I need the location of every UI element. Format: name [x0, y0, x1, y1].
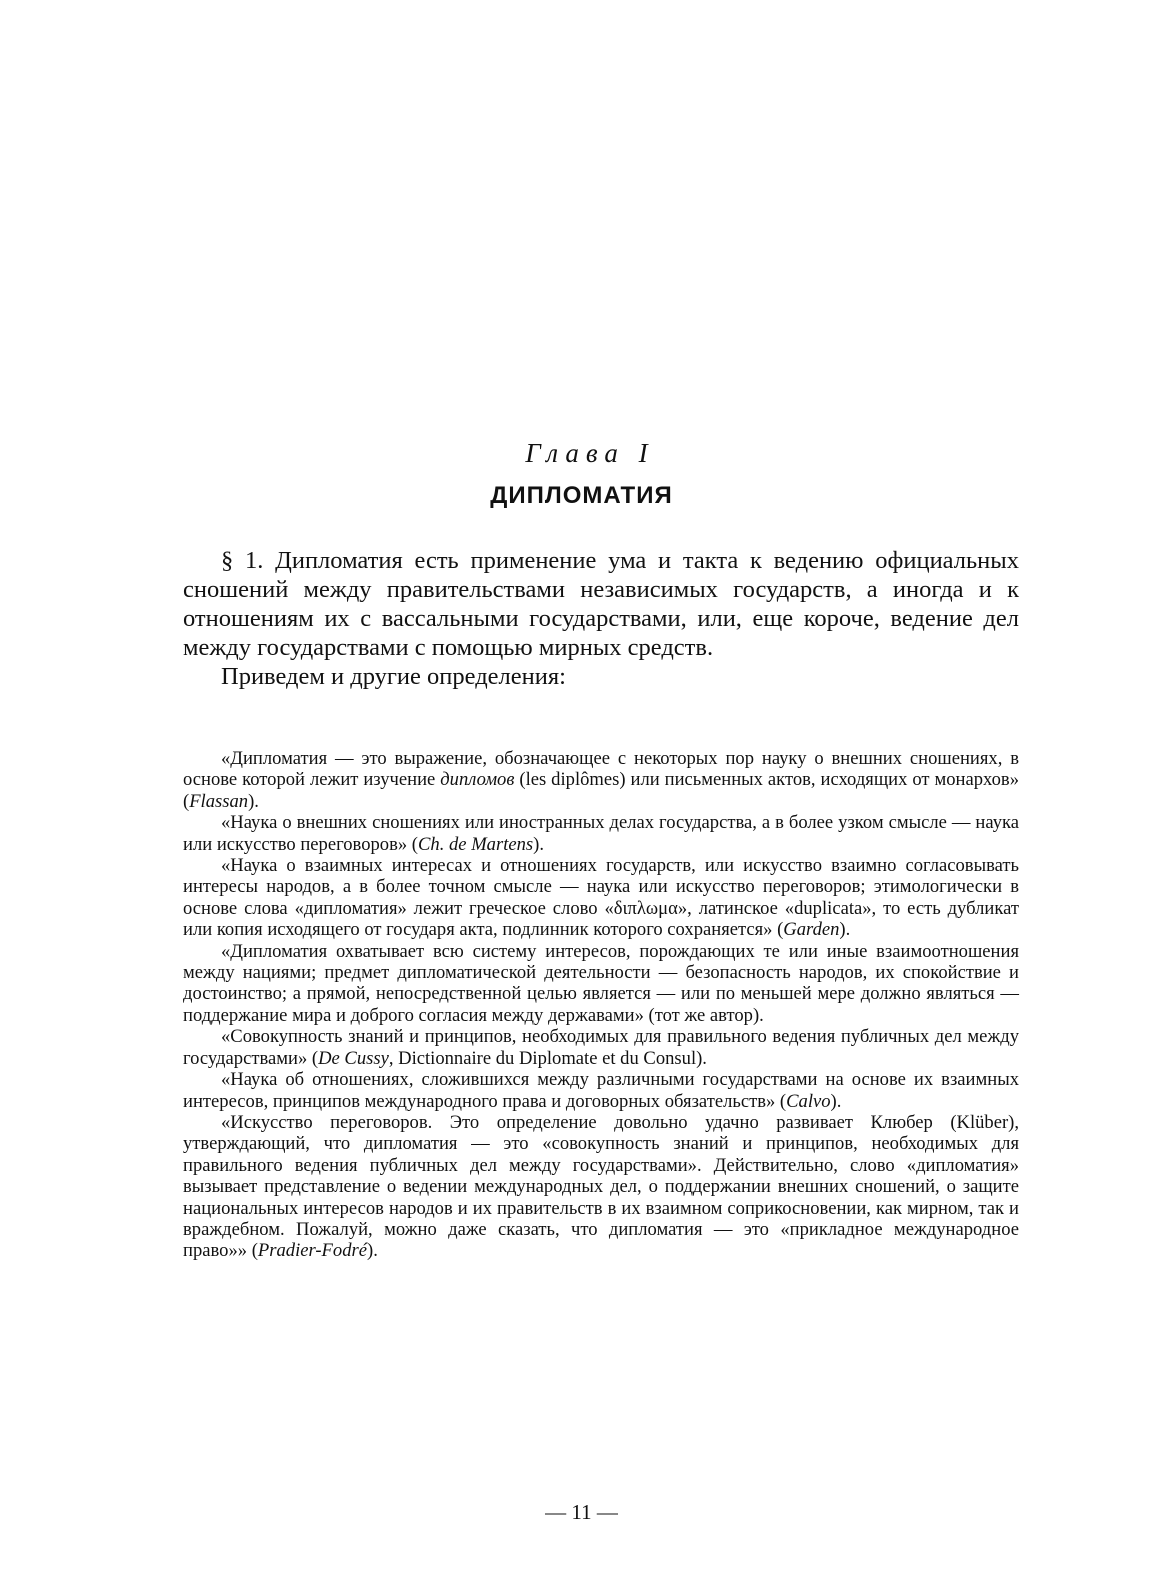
quote-source: Pradier-Fodré [257, 1240, 367, 1262]
chapter-label: Глава I [525, 438, 655, 468]
quote-same-author: «Дипломатия охватывает всю систему интересов, порождающих те или иные взаимоотношения между нациями; предмет дипломатической деятельности — безопасность народов, их спокойствие и достоинство; а прямой, непосредственной целью является — или по меньшей мере должно являться — поддержание мира и доброго согласия между державами» (тот же автор). [183, 940, 1019, 1026]
quote-source: Flassan [189, 790, 249, 812]
page-number: — 11 — [545, 1500, 618, 1524]
chapter-title: ДИПЛОМАТИЯ [490, 482, 673, 509]
paragraph-1: § 1. Дипломатия есть применение ума и такта к ведению официальных сношений между правительствами независимых государств, а иногда и к отношениям их с вассальными государствами, или, еще короче, ведение дел между государствами с помощью мирных средств. [183, 547, 1019, 661]
paragraph-2: Приведем и другие определения: [221, 663, 566, 690]
quote-flassan: «Дипломатия — это выражение, обозначающее с некоторых пор науку о внешних сношениях, в основе которой лежит изучение дипломов (les diplômes) или письменных актов, исходящих от монархов» (Flassan). [183, 748, 1019, 812]
main-text [183, 546, 1019, 691]
quote-source: Calvo [786, 1090, 831, 1112]
quote-pradier-fodere: «Искусство переговоров. Это определение довольно удачно развивает Клюбер (Klüber), утверждающий, что дипломатия — это «совокупность знаний и принципов, необходимых для правильного ведения публичных дел между государствами». Действительно, слово «дипломатия» вызывает представление о ведении международных дел, о поддержании внешних сношений, о защите национальных интересов народов и их правительств в их взаимном соприкосновении, как мирном, так и враждебном. Пожалуй, можно даже сказать, что дипломатия — это «прикладное международное право»» (Pradier-Fodré). [183, 1111, 1019, 1262]
definitions-block [183, 748, 1019, 1262]
quote-emphasis: дипломов [440, 769, 515, 791]
quote-de-cussy: «Совокупность знаний и принципов, необходимых для правильного ведения публичных дел между государствами» (De Cussy, Dictionnaire du Diplomate et du Consul). [183, 1026, 1019, 1069]
quote-martens: «Наука о внешних сношениях или иностранных делах государства, а в более узком смысле — наука или искусство переговоров» (Ch. de Martens). [183, 812, 1019, 855]
quote-source: De Cussy [318, 1047, 389, 1069]
quote-source: Garden [783, 919, 840, 941]
quote-calvo: «Наука об отношениях, сложившихся между различными государствами на основе их взаимных интересов, принципов международного права и договорных обязательств» (Calvo). [183, 1069, 1019, 1112]
quote-source: Ch. de Martens [418, 833, 534, 855]
quote-garden: «Наука о взаимных интересах и отношениях государств, или искусство взаимно согласовывать интересы народов, а в более точном смысле — наука или искусство переговоров; этимологически в основе слова «дипломатия» лежит греческое слово «διπλωμα», латинское «duplicata», то есть дубликат или копия исходящего от государя акта, подлинник которого сохраняется» (Garden). [183, 855, 1019, 941]
